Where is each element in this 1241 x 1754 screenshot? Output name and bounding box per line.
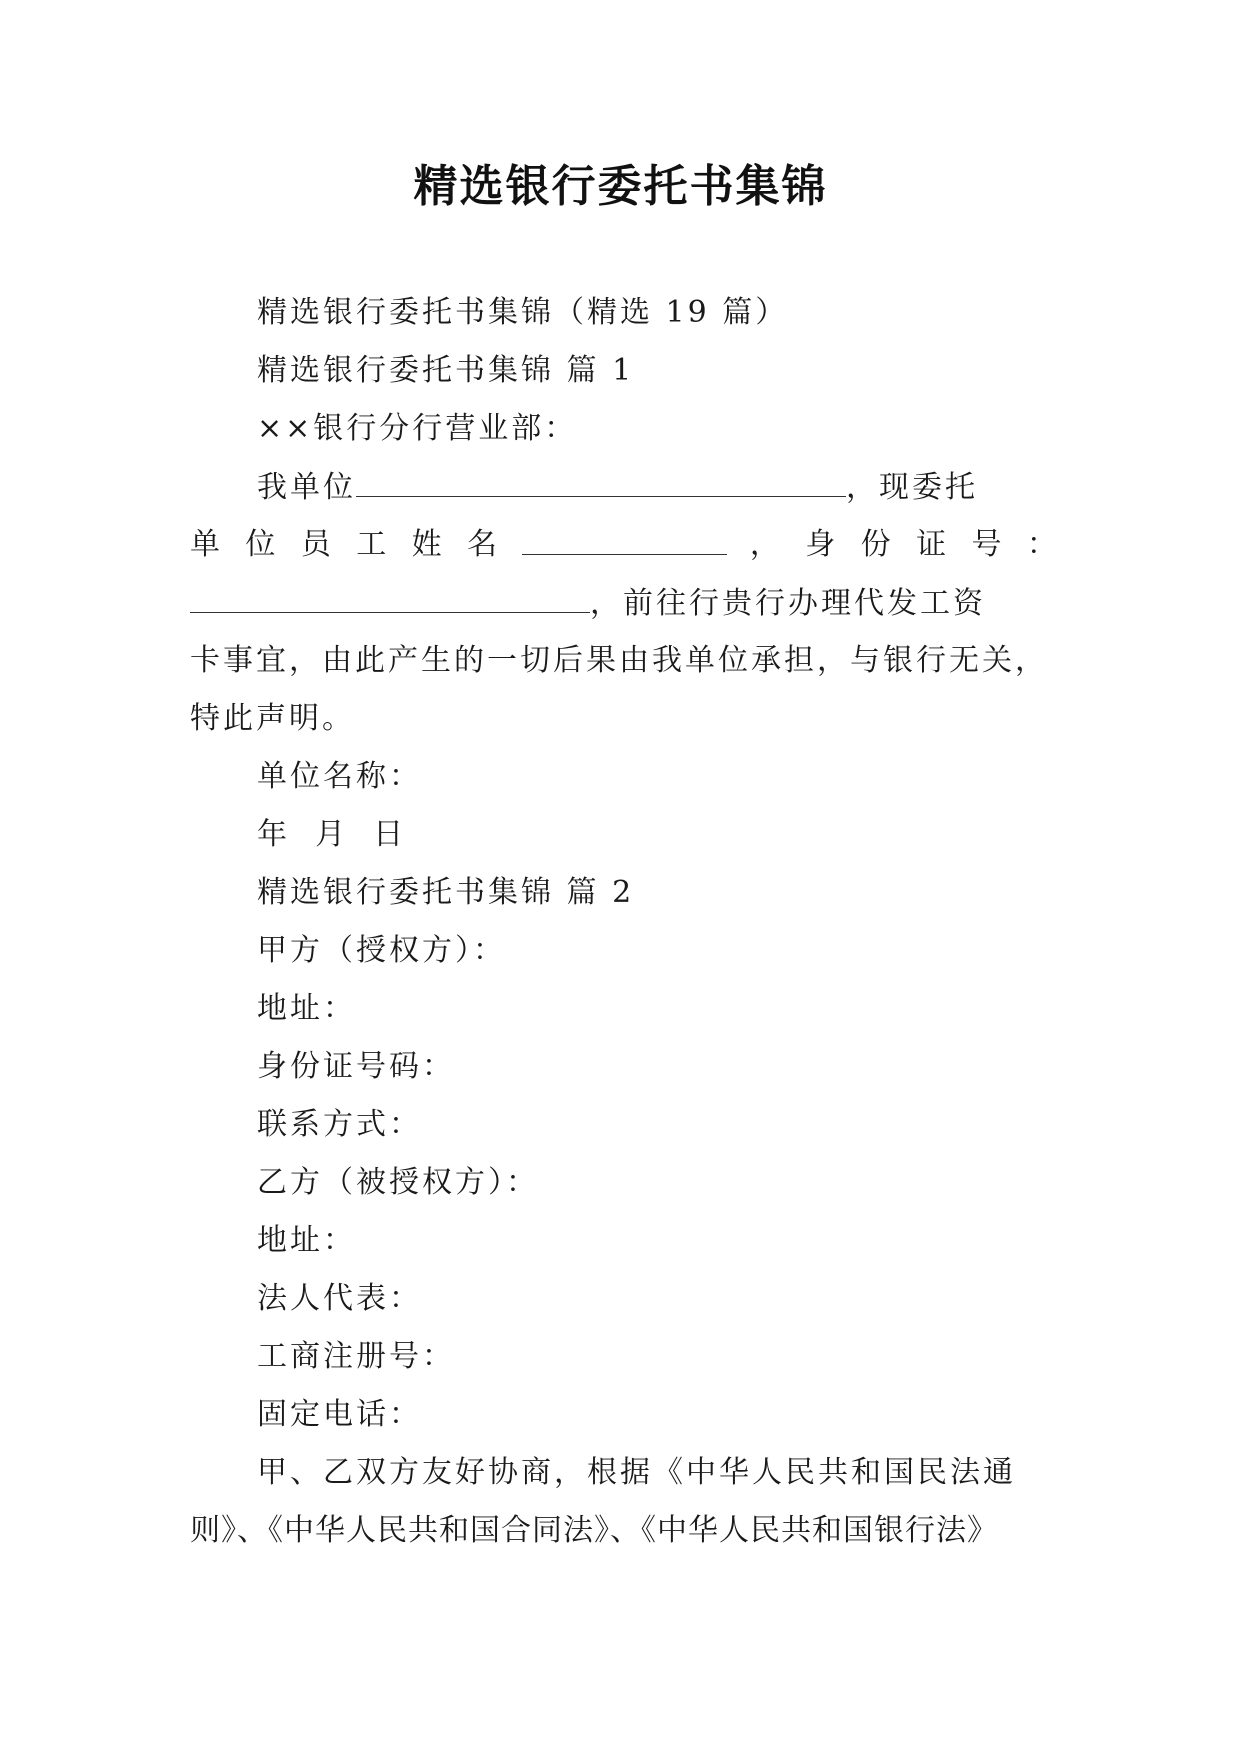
section2-heading: 精选银行委托书集锦 篇 2	[257, 875, 635, 910]
agreement-line2: 则》、《中华人民共和国合同法》、《中华人民共和国银行法》	[190, 1513, 998, 1548]
name-label-char: 位	[245, 527, 279, 562]
name-label-char: 姓	[411, 527, 445, 562]
date-line: 年 月 日	[257, 817, 407, 852]
party-a-label: 甲方（授权方）：	[257, 933, 506, 968]
recipient-line: ××银行分行营业部：	[257, 411, 578, 446]
id-label-char: 证	[916, 527, 950, 562]
agreement-line1: 甲、乙双方友好协商，根据《中华人民共和国民法通	[257, 1455, 1016, 1490]
document-title: 精选银行委托书集锦	[413, 161, 828, 212]
paragraph1-line3	[190, 574, 1060, 632]
party-b-label: 乙方（被授权方）：	[257, 1165, 539, 1200]
name-label-char: 员	[300, 527, 334, 562]
id-number-label: 身份证号码：	[257, 1049, 455, 1084]
name-label-char: 工	[356, 527, 390, 562]
paragraph1-line5: 特此声明。	[190, 701, 355, 736]
intro-line: 精选银行委托书集锦（精选 19 篇）	[257, 295, 789, 330]
employee-name-blank-field[interactable]	[522, 516, 727, 555]
unit-name-label: 单位名称：	[257, 759, 422, 794]
id-label-char: 身	[805, 527, 839, 562]
legal-rep-label: 法人代表：	[257, 1281, 422, 1316]
id-label-char: ：	[1026, 527, 1060, 562]
address-a-label: 地址：	[257, 991, 356, 1026]
name-label-char: 名	[467, 527, 501, 562]
paragraph1-line4: 卡事宜，由此产生的一切后果由我单位承担，与银行无关，	[190, 643, 1048, 678]
paragraph1-line2	[190, 516, 1060, 574]
document-body	[190, 284, 1060, 1560]
id-label-char: 份	[860, 527, 894, 562]
unit-blank-field[interactable]	[356, 458, 846, 497]
name-label-char: 单	[190, 527, 223, 562]
comma: ，	[749, 527, 783, 562]
id-number-blank-field[interactable]	[190, 574, 590, 613]
contact-label: 联系方式：	[257, 1107, 422, 1142]
reg-number-label: 工商注册号：	[257, 1339, 455, 1374]
phone-label: 固定电话：	[257, 1397, 422, 1432]
section1-heading: 精选银行委托书集锦 篇 1	[257, 353, 635, 388]
paragraph1-line3-tail: ，前往行贵行办理代发工资	[590, 586, 986, 621]
address-b-label: 地址：	[257, 1223, 356, 1258]
paragraph1-line1	[190, 458, 1060, 516]
paragraph1-after-blank: ，现委托	[846, 470, 978, 505]
paragraph1-start: 我单位	[257, 470, 356, 505]
id-label-char: 号	[971, 527, 1005, 562]
